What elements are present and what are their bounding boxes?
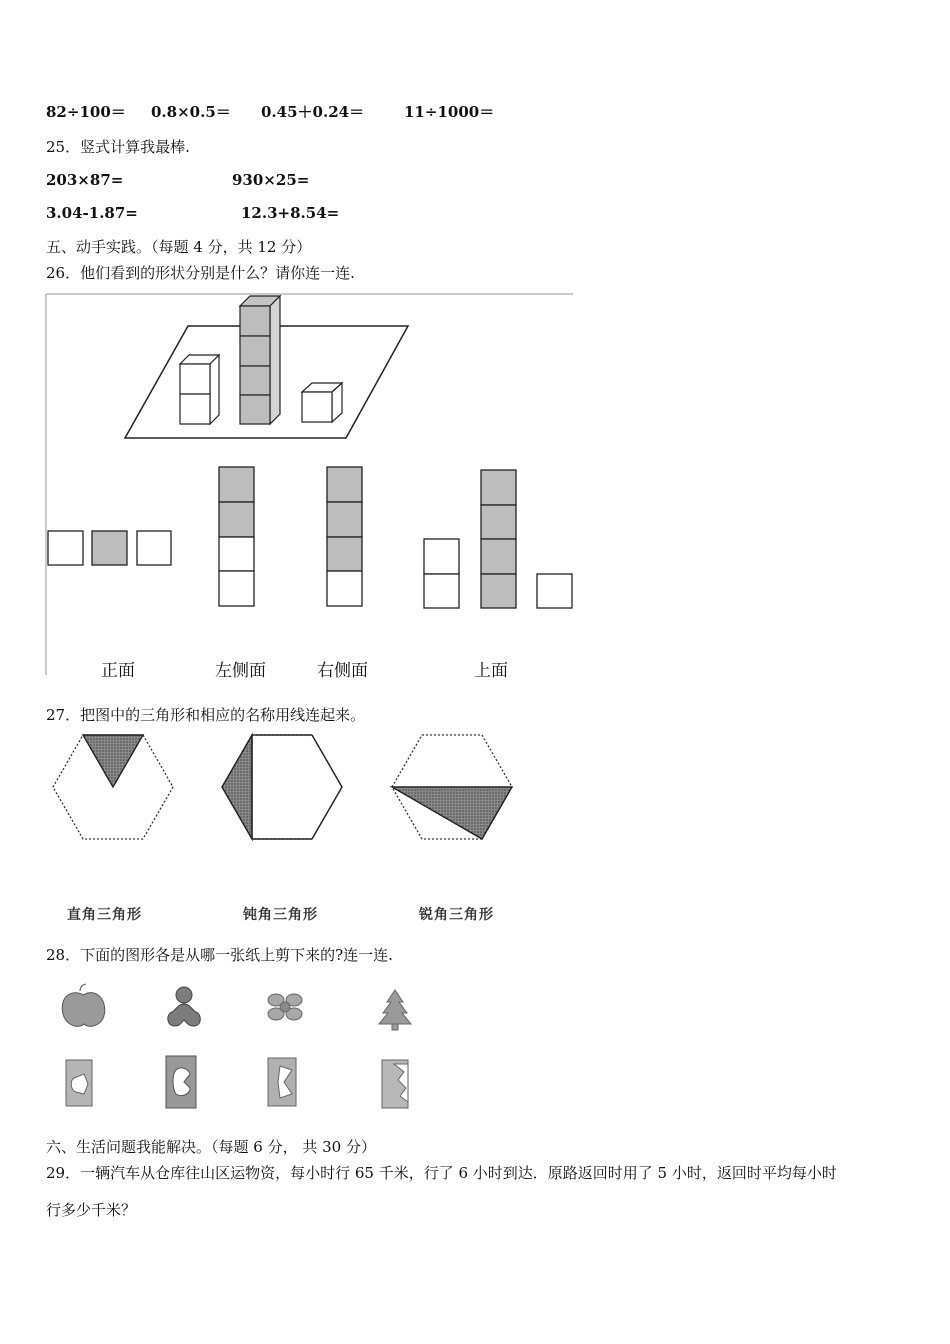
view-label-front: 正面	[101, 661, 135, 681]
q25-item-4: 12.3+8.54=	[241, 204, 340, 222]
q29-line-1: 29．一辆汽车从仓库往山区运物资，每小时行 65 千米，行了 6 小时到达．原路返回时用了 5 小时，返回时平均每小时	[46, 1164, 837, 1182]
q25-item-3: 3.04-1.87=	[46, 204, 138, 222]
section-6-heading: 六、生活问题我能解决。（每题 6 分， 共 30 分）	[46, 1138, 376, 1156]
q25-item-1: 203×87=	[46, 171, 124, 189]
cut-paper-2	[166, 1056, 196, 1108]
triangle-label-right: 直角三角形	[67, 907, 142, 923]
view-label-right: 右侧面	[317, 661, 368, 681]
apple-shape-icon	[62, 984, 105, 1026]
cut-paper-1	[66, 1060, 92, 1106]
triangle-label-acute: 锐角三角形	[419, 907, 494, 923]
q28-title: 28．下面的图形各是从哪一张纸上剪下来的?连一连.	[46, 946, 393, 964]
calc-item-2: 0.8×0.5＝	[151, 103, 231, 121]
calc-item-4: 11÷1000＝	[404, 103, 495, 121]
q26-title: 26．他们看到的形状分别是什么？请你连一连.	[46, 264, 355, 282]
q25-item-2: 930×25=	[232, 171, 310, 189]
gourd-shape-icon	[168, 987, 200, 1026]
cut-paper-3	[268, 1058, 296, 1106]
view-label-left: 左侧面	[215, 661, 266, 681]
calc-item-3: 0.45＋0.24＝	[261, 103, 365, 121]
q25-title: 25．竖式计算我最棒.	[46, 138, 190, 156]
q29-line-2: 行多少千米？	[46, 1201, 137, 1219]
cut-paper-4	[382, 1060, 408, 1108]
tree-shape-icon	[379, 990, 411, 1030]
flower-shape-icon	[268, 994, 302, 1020]
q27-title: 27．把图中的三角形和相应的名称用线连起来。	[46, 706, 366, 724]
section-5-heading: 五、动手实践。（每题 4 分，共 12 分）	[46, 238, 312, 256]
calc-item-1: 82÷100＝	[46, 103, 126, 121]
triangle-label-obtuse: 钝角三角形	[243, 907, 318, 923]
view-label-top: 上面	[474, 661, 508, 681]
